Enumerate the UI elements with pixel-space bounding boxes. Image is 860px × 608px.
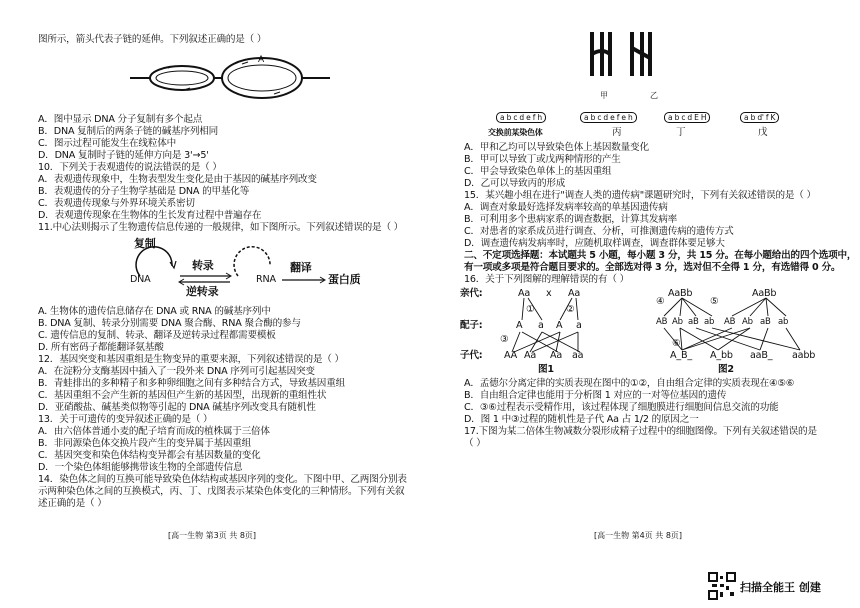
fig1-caption: 图1 — [538, 364, 554, 375]
left-text-line: C．基因突变和染色体结构变异都会有基因数量的变化 — [38, 450, 261, 461]
reverse-transcribe-label: 逆转录 — [186, 285, 219, 298]
fig2-offspring: A_B_ — [670, 350, 692, 361]
left-text-line: B．DNA 复制后的两条子链的碱基序列相同 — [38, 126, 219, 137]
fig-yi-label: 乙 — [650, 91, 658, 100]
right-text-line: D．乙可以导致丙的形成 — [464, 178, 566, 189]
left-text-line: 13．关于可遗传的变异叙述正确的是（ ） — [38, 414, 213, 425]
step-marker: ⑤ — [710, 296, 719, 307]
step-marker: ① — [526, 304, 535, 315]
fig1-offspring: aa — [572, 350, 584, 361]
fig1-parent-genotype: Aa — [518, 288, 531, 299]
fig2-gamete: AB — [724, 317, 736, 327]
fig1-gamete: A — [516, 320, 523, 331]
fig-ding-label: 丁 — [676, 127, 686, 138]
gamete-row-label: 配子: — [460, 320, 483, 331]
right-text-line: B．甲可以导致丁或戊两种情形的产生 — [464, 154, 621, 165]
right-text-line: 17.下图为某二倍体生物减数分裂形成精子过程中的细胞图像。下列有关叙述错误的是 — [464, 426, 817, 437]
right-text-line: C．甲会导致染色单体上的基因重组 — [464, 166, 612, 177]
left-text-line: A．由六倍体普通小麦的配子培育而成的植株属于三倍体 — [38, 426, 270, 437]
fig2-gamete: ab — [704, 317, 715, 327]
left-text-line: A．图中显示 DNA 分子复制有多个起点 — [38, 114, 203, 125]
right-page-footer: [高一生物 第4页 共 8页] — [594, 531, 683, 540]
dna-replication-figure — [130, 50, 330, 106]
fig-wu-label: 戊 — [758, 127, 768, 138]
left-text-line: B．非同源染色体交换片段产生的变异属于基因重组 — [38, 438, 252, 449]
left-text-line: D．亚硝酸盐、碱基类似物等引起的 DNA 碱基序列改变具有随机性 — [38, 402, 316, 413]
right-text-line: A．调查对象最好选择发病率较高的单基因遗传病 — [464, 202, 668, 213]
fig-bing-label: 丙 — [612, 127, 622, 138]
right-text-line: A．孟德尔分离定律的实质表现在图中的①②，自由组合定律的实质表现在④⑤⑥ — [464, 378, 795, 389]
dna-point-a-label: A — [258, 55, 265, 65]
fig2-parent-genotype: AaBb — [752, 288, 777, 299]
fig2-parent-genotype: AaBb — [668, 288, 693, 299]
fig2-offspring: aabb — [792, 350, 816, 361]
transcribe-label: 转录 — [192, 259, 214, 272]
left-text-line: B. DNA 复制、转录分别需要 DNA 聚合酶、RNA 聚合酶的参与 — [38, 318, 301, 329]
genetics-cross-figure — [460, 286, 840, 378]
fig2-gamete: Ab — [672, 317, 683, 327]
parent-row-label: 亲代: — [460, 288, 483, 299]
left-text-line: B．表观遗传的分子生物学基础是 DNA 的甲基化等 — [38, 186, 250, 197]
scanner-brand-text: 扫描全能王 创建 — [740, 581, 821, 594]
chromosome-gene-box: a b c d e f e h — [580, 112, 637, 123]
right-text-line: 二、不定项选择题：本试题共 5 小题，每小题 3 分，共 15 分。在每小题给出的四个选项中， — [464, 250, 857, 261]
fig1-offspring: Aa — [550, 350, 563, 361]
fig1-gamete: a — [576, 320, 582, 331]
right-text-line: D．图 1 中③过程的随机性是子代 Aa 占 1/2 的原因之一 — [464, 414, 699, 425]
fig1-gamete: a — [538, 320, 544, 331]
qr-code-icon — [708, 572, 736, 600]
central-dogma-figure — [120, 236, 370, 302]
fig1-offspring: AA — [504, 350, 517, 361]
cross-symbol: x — [546, 288, 552, 299]
left-text-line: C．基因重组不会产生新的基因但产生新的基因型，出现新的重组性状 — [38, 390, 327, 401]
chromosome-gene-box: a b c d e f h — [496, 112, 546, 123]
right-text-line: C．③⑥过程表示受精作用，该过程体现了细胞膜进行细胞间信息交流的功能 — [464, 402, 779, 413]
right-text-line: 有一项或多项是符合题目要求的。全部选对得 3 分，选对但不全得 1 分，有选错得 0 分。 — [464, 262, 841, 273]
left-text-line: D．DNA 复制时子链的延伸方向是 3'→5' — [38, 150, 209, 161]
fig1-parent-genotype: Aa — [568, 288, 581, 299]
translate-label: 翻译 — [290, 261, 312, 274]
step-marker: ② — [566, 304, 575, 315]
left-text-line: 述正确的是（ ） — [38, 498, 107, 509]
fig1-offspring: Aa — [524, 350, 537, 361]
left-page-footer: [高一生物 第3页 共 8页] — [168, 531, 257, 540]
replicate-label: 复制 — [134, 237, 156, 250]
chromosome-gene-box: a b c d E H — [664, 112, 710, 123]
original-chromosome-label: 交换前某染色体 — [488, 128, 543, 137]
left-text-line: 10．下列关于表观遗传的说法错误的是（ ） — [38, 162, 222, 173]
left-text-line: A. 生物体的遗传信息储存在 DNA 或 RNA 的碱基序列中 — [38, 306, 271, 317]
left-text-line: 示两种染色体之间的互换模式，丙、丁、戊图表示某染色体变化的三种情形。下列有关叙 — [38, 486, 405, 497]
fig2-offspring: aaB_ — [750, 350, 773, 361]
left-text-line: A．表观遗传现象中，生物表型发生变化是由于基因的碱基序列改变 — [38, 174, 317, 185]
left-text-line: C．图示过程可能发生在线粒体中 — [38, 138, 177, 149]
fig2-gamete: AB — [656, 317, 668, 327]
right-text-line: C．对患者的家系成员进行调查、分析，可推测遗传病的遗传方式 — [464, 226, 734, 237]
right-text-line: （ ） — [464, 438, 486, 449]
fig2-offspring: A_bb — [710, 350, 733, 361]
step-marker: ④ — [656, 296, 665, 307]
left-text-line: 11.中心法则揭示了生物遗传信息传递的一般规律，如下图所示。下列叙述错误的是（ ） — [38, 222, 404, 233]
right-text-line: B．可利用多个患病家系的调查数据，计算其发病率 — [464, 214, 678, 225]
rna-node-label: RNA — [256, 274, 276, 285]
right-text-line: 16．关于下列图解的理解错误的有（ ） — [464, 274, 629, 285]
fig2-caption: 图2 — [718, 364, 734, 375]
fig2-gamete: ab — [778, 317, 789, 327]
step-marker: ③ — [500, 334, 509, 345]
child-row-label: 子代: — [460, 350, 483, 361]
right-text-line: D．调查遗传病发病率时，应随机取样调查，调查群体要足够大 — [464, 238, 725, 249]
left-text-line: A．在淀粉分支酶基因中插入了一段外来 DNA 序列可引起基因突变 — [38, 366, 315, 377]
left-text-line: D．一个染色体组能够携带该生物的全部遗传信息 — [38, 462, 243, 473]
left-text-line: 图所示，箭头代表子链的延伸。下列叙述正确的是（ ） — [38, 34, 267, 45]
protein-node-label: 蛋白质 — [328, 273, 361, 286]
fig2-gamete: Ab — [742, 317, 753, 327]
left-text-line: C．表观遗传现象与外界环境关系密切 — [38, 198, 195, 209]
left-text-line: 12．基因突变和基因重组是生物变异的重要来源，下列叙述错误的是（ ） — [38, 354, 344, 365]
step-marker: ⑥ — [672, 338, 681, 349]
chromosome-exchange-figure — [580, 28, 680, 88]
left-text-line: D．表观遗传现象在生物体的生长发育过程中普遍存在 — [38, 210, 262, 221]
fig1-gamete: A — [556, 320, 563, 331]
right-text-line: B．自由组合定律也能用于分析图 1 对应的一对等位基因的遗传 — [464, 390, 727, 401]
left-text-line: B．青蛙排出的多种精子和多种卵细胞之间有多种结合方式，导致基因重组 — [38, 378, 345, 389]
left-text-line: C. 遗传信息的复制、转录、翻译及逆转录过程都需要模板 — [38, 330, 276, 341]
fig2-gamete: aB — [760, 317, 771, 327]
left-text-line: 14．染色体之间的互换可能导致染色体结构或基因序列的变化。下图中甲、乙两图分别表 — [38, 474, 407, 485]
fig2-gamete: aB — [688, 317, 699, 327]
dna-node-label: DNA — [130, 274, 151, 285]
right-text-line: 15．某兴趣小组在进行"调查人类的遗传病"课题研究时，下列有关叙述错误的是（ ） — [464, 190, 816, 201]
left-text-line: D. 所有密码子都能翻译氨基酸 — [38, 342, 164, 353]
fig-jia-label: 甲 — [600, 91, 608, 100]
chromosome-gene-box: a b d' f K — [740, 112, 779, 123]
right-text-line: A．甲和乙均可以导致染色体上基因数量变化 — [464, 142, 649, 153]
